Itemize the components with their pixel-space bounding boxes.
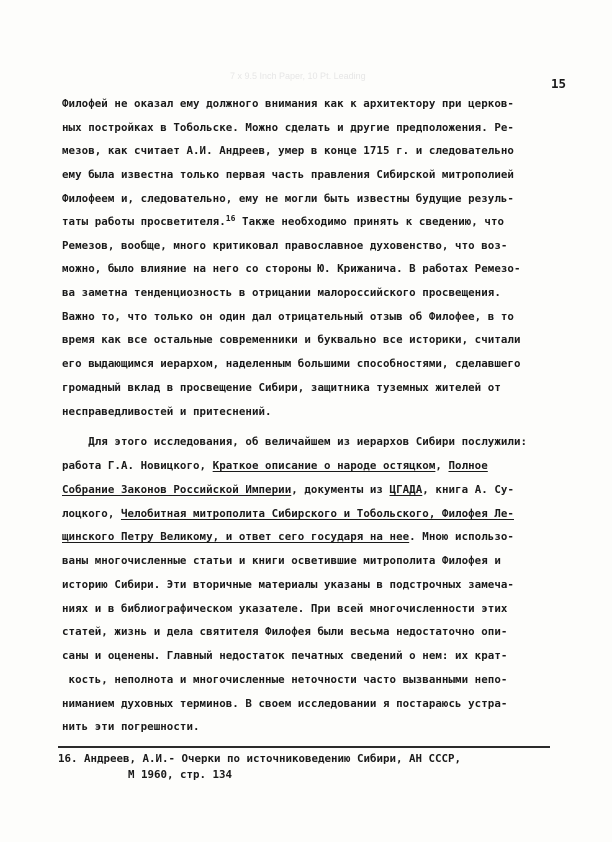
text-line [62,649,582,663]
text-line [62,262,582,276]
text-line [62,333,582,347]
text-line [62,697,582,711]
text-line [62,215,582,230]
page-number: 15 [551,76,567,91]
text-run: , книга А. Су- [422,483,515,496]
text-run: статей, жизнь и дела святителя Филофея были весьма недостаточно опи- [62,625,508,638]
text-run: можно, было влияние на него со стороны Ю. Крижанича. В работах Ремезо- [62,262,521,275]
text-run: Также необходимо принять к сведению, что [235,215,505,228]
text-line [62,168,582,182]
text-run: его выдающимся иерархом, наделенным большими способностями, сделавшего [62,357,521,370]
text-run: работа Г.А. Новицкого, [62,459,213,472]
text-line [62,625,582,639]
text-run: ему была известна только первая часть правления Сибирской митрополией [62,168,514,181]
text-run: , [435,459,449,472]
underlined-title: ЦГАДА [389,483,423,496]
text-run: Для этого исследования, об величайшем из иерархов Сибири послужили: [62,435,528,448]
text-run: ваны многочисленные статьи и книги осветившие митрополита Филофея и [62,554,501,567]
footnote-line-2: М 1960, стр. 134 [128,768,233,781]
text-line [62,381,582,395]
text-line [62,97,582,111]
text-run: время как все остальные современники и буквально все историки, считали [62,333,521,346]
underlined-title: Полное [448,459,488,472]
text-line [62,121,582,135]
text-run: саны и оценены. Главный недостаток печатных сведений о нем: их крат- [62,649,508,662]
text-line [62,239,582,253]
text-line [62,357,582,371]
text-line [62,483,582,497]
underlined-title: Челобитная митрополита Сибирского и Тобольского, Филофея Ле- [120,507,514,520]
text-run: , документы из [291,483,390,496]
text-line [62,673,582,687]
text-line [62,435,582,449]
text-run: нить эти погрешности. [62,720,200,733]
text-line [62,192,582,206]
text-run: . Мною использо- [409,530,514,543]
text-line [62,405,582,419]
text-run: Филофей не оказал ему должного внимания как к архитектору при церков- [62,97,514,110]
text-run: Ремезов, вообще, много критиковал православное духовенство, что воз- [62,239,508,252]
text-line [62,530,582,544]
text-line [62,286,582,300]
text-run: кость, неполнота и многочисленные неточности часто вызванными непо- [62,673,508,686]
text-run: ниманием духовных терминов. В своем исследовании я постараюсь устра- [62,697,508,710]
text-run: таты работы просветителя. [62,215,226,228]
text-line [62,507,582,521]
text-run: ных постройках в Тобольске. Можно сделать и другие предположения. Ре- [62,121,514,134]
text-run: Филофеем и, следовательно, ему не могли быть известны будущие резуль- [62,192,514,205]
footnote-line-1: 16. Андреев, А.И.- Очерки по источниковедению Сибири, АН СССР, [58,752,462,765]
text-line [62,578,582,592]
text-run: громадный вклад в просвещение Сибири, защитника туземных жителей от [62,381,501,394]
text-line [62,459,582,473]
paper-watermark: 7 x 9.5 Inch Paper, 10 Pt. Leading [230,71,366,81]
text-line [62,602,582,616]
text-run: ниях и в библиографическом указателе. При всей многочисленности этих [62,602,508,615]
text-line [62,310,582,324]
text-line [62,554,582,568]
text-line [62,144,582,158]
text-run: несправедливостей и притеснений. [62,405,272,418]
footnote-rule [58,746,550,748]
underlined-title: Собрание Законов Российской Империи [62,483,292,496]
text-line [62,720,582,734]
text-run: ва заметна тенденциозность в отрицании малороссийского просвещения. [62,286,501,299]
text-run: Важно то, что только он один дал отрицательный отзыв об Филофее, в то [62,310,514,323]
underlined-title: Краткое описание о народе остяцком [212,459,436,472]
text-run: мезов, как считает А.И. Андреев, умер в конце 1715 г. и следовательно [62,144,514,157]
text-run: лоцкого, [62,507,121,520]
footnote-ref: 16 [225,214,236,223]
text-run: историю Сибири. Эти вторичные материалы указаны в подстрочных замеча- [62,578,514,591]
underlined-title: щинского Петру Великому, и ответ сего государя на нее [62,530,410,543]
